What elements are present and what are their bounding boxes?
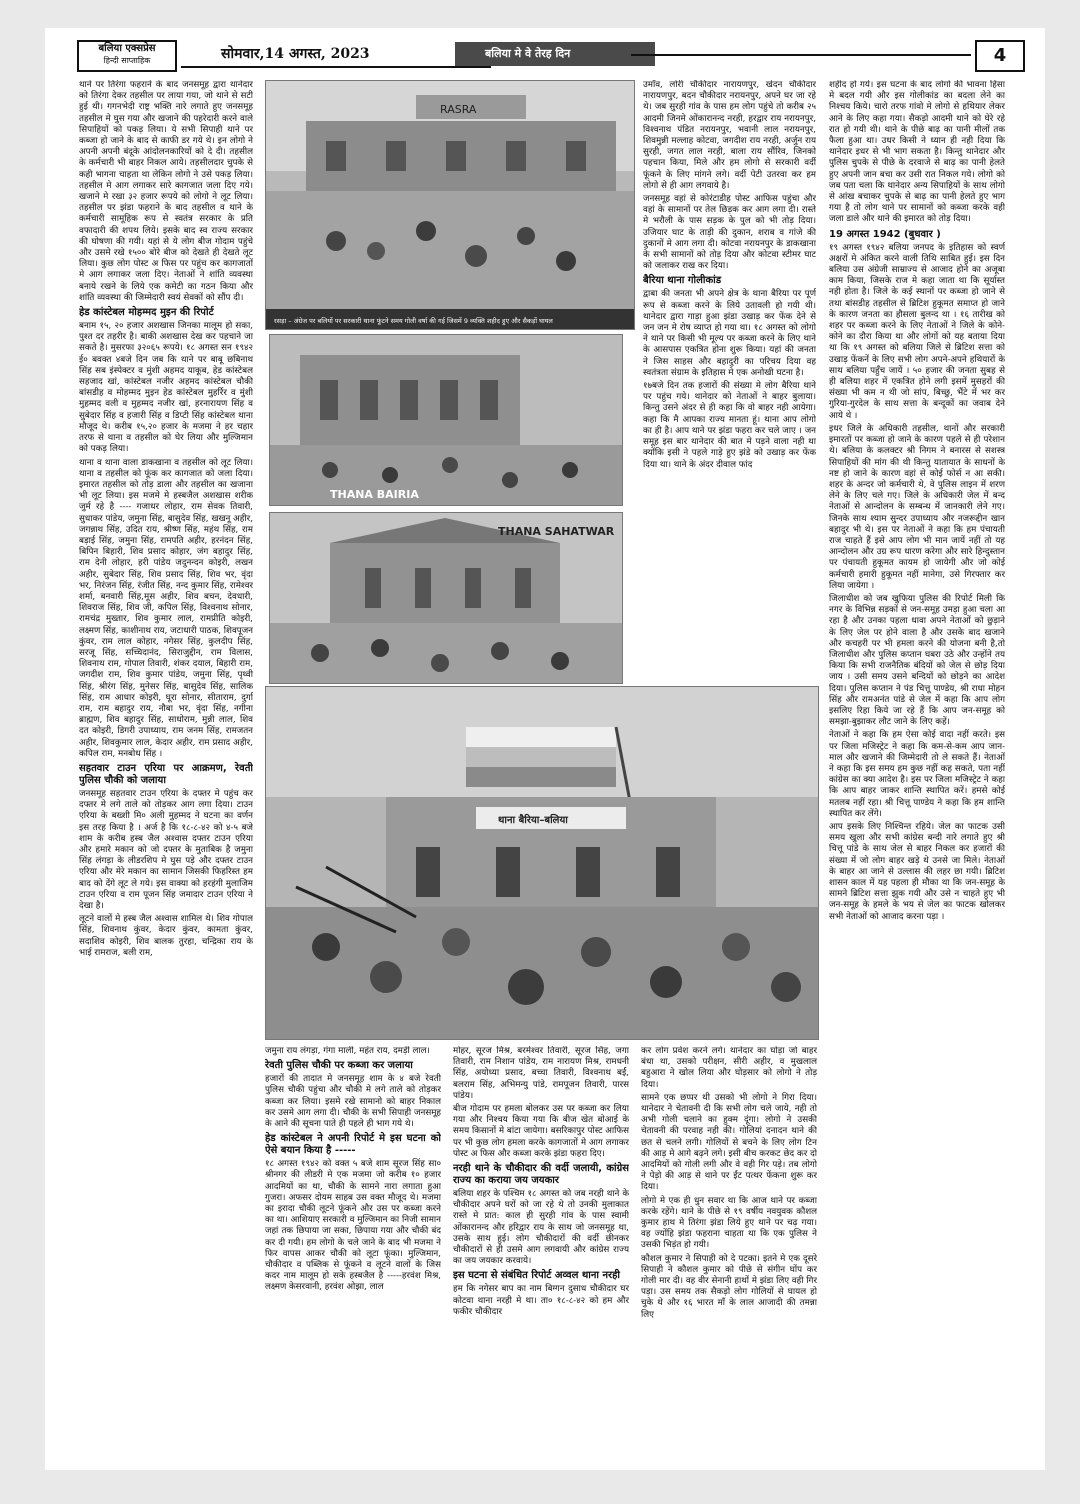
paragraph: हजारों की तादात मे जनसमूह शाम के ४ बजे रेवती पुलिस चौकी पहुंचा और चौकी मे लगे ताले को तोड़कर कब्जा कर लिया। इसमे रखे सामानो को बाहर निकाल कर उसमे आग लगा दी। चौकी के सभी सिपाही जनसमूह के आने की सूचना पाते ही पहले ही भाग गये थे। xyxy=(265,1074,441,1130)
column-1 xyxy=(79,80,253,1452)
subheading: इस घटना से संबंधित रिपोर्ट अव्वल थाना नरही xyxy=(453,1270,620,1282)
brand-tagline: हिन्दी साप्ताहिक xyxy=(103,56,151,65)
paragraph: इधर जिले के अधिकारी तहसील, थानों और सरकारी इमारतों पर कब्जा हो जाने के कारण पहले से ही परेशान थे। बलिया के कलक्टर श्री निगम ने बनारस से सशस्त्र सिपाहियों की मांग की थी किन्तु यातायात के साधनों के नष्ट हो जाने के कारण वहां से कोई फोर्स न आ सकी। शहर के अन्दर जो कर्मचारी थे, वे पुलिस लाइन में शरण लेने के लिए चले गए। जिले के अधिकारी जेल में बन्द नेताओं से आन्दोलन के सम्बन्ध में जानकारी लेने गए। जिनके साथ श्याम सुन्दर उपाध्याय और नजरूद्दीन खान बहादुर भी थे। इस पर नेताओं ने कहा कि हम पंचायती राज चाहते हैं इसे आप लोग भी मान जायें नहीं तो यह आन्दोलन और उग्र रूप धारण करेगा और सारे हिन्दुस्तान पर पंचायती हुकूमत कायम हो जायेगी और जो कोई कर्मचारी हमारी हुकूमत नहीं मानेगा, उसे गिरफ्तार कर लिया जायेगा । xyxy=(829,423,1005,591)
column-2b xyxy=(453,1046,629,1452)
photo-bairia-struggle xyxy=(265,686,819,1040)
photo-rasra xyxy=(265,80,635,330)
header-rule xyxy=(631,54,971,56)
paragraph: जनसमूह सहतवार टाउन एरिया के दफ्तर मे पहुंच कर दफ्तर मे लगे ताले को तोड़कर आग लगा दिया। टाउन एरिया के बख्शी मि० अली मुहम्मद ने घटना का वर्णन इस तरह किया है । अर्ज है कि १८-८-४२ को ४-५ बजे शाम के करीब हस्ब जैल अश्वास दफ्तर टाउन एरिया और हमारे मकान को जो दफ्तर के मुताबिक है जमुना सिंह लंगड़ा के लीडरशिप मे घुस पड़े और दफ्तर टाउन एरिया और मेरे मकान का सामान जिसकी फिहरिस्त हम बाद को देंगे लूट ले गये। इस वाक्या को हरहंगी मुलाजिम टाउन एरिया व राम पूजन सिंह जमादार टाउन एरिया ने देखा है। xyxy=(79,788,253,912)
paragraph: सामने एक छप्पर थी उसको भी लोगो ने गिरा दिया। थानेदार ने चेतावनी दी कि सभी लोग चले जाये, नही तो अभी गोली चलाने का हुक्म दूंगा। लोगो ने उसकी चेतावनी की परवाह नही की। गोलियां दनादन थाने की छत से चलने लगी। गोलियों से बचने के लिए लोग टिन की आड़ मे आगे बढ़ने लगे। इसी बीच करकट छेद कर दो आदमियों को गोली लगी और वे वही गिर पड़े। तब लोगो ने पेड़ो की आड़ से थाने पर ईंट पत्थर फेंकना शुरू कर दिया। xyxy=(641,1092,817,1193)
paragraph: उमाँव, लोरी चौकीदार नारायणपुर, खेदन चौकीदार नारायणपुर, बदन चौकीदार नरायनपुर, अपने घर जा रहे थे। जब सुरही गांव के पास हम लोग पहुंचे तो करीब २५ आदमी जिनमे ओंकारानन्द नरही, हरद्वार राय नरायनपुर, विश्वनाथ पंडित नरायनपुर, भवानी लाल नरायनपुर, शिवमुन्नी मल्लाह कोटवा, जगदीश राय नरही, अर्जुन राय सुरही, जगत लाल नरही, बाला राय सौंरिव, जिनको पहचान किया, मिले और हम लोगो से सरकारी वर्दी फूंकने के लिए मांगने लगे। वर्दी पेटी उतरवा कर हम लोगो से ही आग लगवाये है। xyxy=(643,80,816,191)
paragraph: बनाम १५, २० हजार अशखास जिनका मालूम हो सका, पुश्त दर तहरीर है। बाकी अशखास देख कर पहचाने जा सकते है। मुसरफा ३२०६५ रूपये। १८ अगस्त सन १९४२ ई० बवक्त ४बजे दिन जब कि थाने पर बाबू छबिनाथ सिंह सब इंस्पेक्टर व मुंशी अहमद याकूब, हेड कांस्टेबल सहजाद खां, कांस्टेबल नजीर अहमद कांस्टेबल चौकी बांसडीह व मोहम्मद मुइन हेड कांस्टेबल मुहर्रिर व मुंशी मुहम्मद वली व मुहम्मद नजीर खां, हरनारायण सिंह व सुबेदार सिंह व हजारी सिंह व डिप्टी सिंह कांस्टेबल थाना मौजूद थे। करीब १५,२० हजार के मजमा ने हर चहार तरफ से थाना व तहसील को घेर लिया और मुल्जिमान को पकड़ लिया। xyxy=(79,321,253,455)
paragraph: बलिया शहर के पश्चिम १८ अगस्त को जब नरही थाने के चौकीदार अपने घरों को जा रहे थे तो उनकी मुलाकात रास्ते मे प्रात: काल ही सुरही गांव के पास स्वामी ओंकारानन्द और हरिद्वार राय के साथ जो जनसमूह था, उसके साथ हुई। लोग चौकीदारों की वर्दी छीनकर चौकीदारों से ही उसमे आग लगवायी और कांग्रेस राज्य का जय जयकार करवाये। xyxy=(453,1189,629,1267)
rasra-painting xyxy=(266,81,634,329)
paragraph: कौशल कुमार ने सिपाही को दे पटका। इतने मे एक दूसरे सिपाही ने कौशल कुमार को पीछे से संगीन घोंप कर गोली मार दी। वह वीर सेनानी हाथों मे झंडा लिए वही गिर पड़ा। उस समय तक सैकड़ो लोग गोलियों से घायल हो चुके थे और १६ भारत माँ के लाल आजादी की तमन्ना लिए xyxy=(641,1253,817,1320)
bairia-label: THANA BAIRIA xyxy=(330,488,419,501)
paragraph: शहीद हो गये। इस घटना के बाद लोगो की भावना हिंसा मे बदल गयी और इस गोलीकांड का बदला लेने का निश्चय किये। चारो तरफ गांवो मे लोगो से हथियार लेकर आने के लिए कहा गया। सैकड़ो आदमी थाने को घेरे रहे रात हो गयी थी। थाने के पीछे बाढ़ का पानी मीलों तक फैला हुआ था। उधर किसी ने ध्यान ही नही दिया कि थानेदार इधर से भी भाग सकता है। किन्तु थानेदार और पुलिस चुपके से पीछे के दरवाजे से बाढ़ का पानी हेलते हुए अपनी जान बचा कर उसी रात निकल गये। लोगो को जब पता चला कि थानेदार अन्य सिपाहियों के साथ लोगो से आंख बचाकर चुपके से बाढ़ का पानी हेलते हुए भाग गया है तो लोग थाने पर सामानों को कब्जा करके वही जला डाले और थाने की इमारत को तोड़ दिया। xyxy=(829,80,1005,225)
subheading: बैरिया थाना गोलीकांड xyxy=(643,275,722,287)
subheading: रेवती पुलिस चौकी पर कब्जा कर जलाया xyxy=(265,1060,413,1072)
page-number: 4 xyxy=(975,40,1025,72)
column-3b xyxy=(641,1046,817,1452)
bairia-painting xyxy=(270,335,622,505)
sahatwar-label: THANA SAHATWAR xyxy=(498,525,615,538)
brand-name: बलिया एक्सप्रेस xyxy=(98,43,156,54)
paragraph: नेताओं ने कहा कि हम ऐसा कोई वादा नहीं करते। इस पर जिला मजिस्ट्रेट ने कहा कि कम-से-कम आप जान-माल और खजाने की जिम्मेदारी तो ले सकते हैं। नेताओं ने कहा कि इस समय हम कुछ नहीं कह सकते, पता नहीं कांग्रेस का क्या आदेश है। इस पर जिला मजिस्ट्रेट ने कहा कि आप बाहर जाकर शान्ति स्थापित करें। हमसे कोई मतलब नहीं रहा। श्री चित्तू पाण्डेय ने कहा कि हम शान्ति स्थापित कर लेंगे। xyxy=(829,730,1005,819)
column-4 xyxy=(829,80,1005,1452)
paragraph: लोगो मे एक ही धुन सवार था कि आज थाने पर कब्जा करके रहेंगे। थाने के पीछे से १९ वर्षीय नवयुवक कौशल कुमार हाथ मे तिरंगा झंडा लिये हुए थाने पर चढ़ गया। वह ज्योंहि झंडा फहराना चाहता था कि एक पुलिस ने उसकी भिड़ंत हो गयी। xyxy=(641,1195,817,1251)
paragraph: हम कि नगेसर बाप का नाम बिग्गन दुसाध चौकीदार घर कोटवा थाना नरही मे था। ता० १८-८-४२ को हम और फकीर चौकीदार xyxy=(453,1284,629,1317)
subheading: हेड कांस्टेबल मोहम्मद मुइन की रिपोर्ट xyxy=(79,307,214,319)
column-2 xyxy=(265,1046,441,1452)
subheading: हेड कांस्टेबल ने अपनी रिपोर्ट मे इस घटना को ऐसे बयान किया है ----- xyxy=(265,1133,441,1157)
newspaper-logo xyxy=(77,40,177,72)
paragraph: मोहर, सूरज मिश्र, बरमेश्वर तिवारी, सूरज सिंह, जगा तिवारी, राम निशान पांडेय, राम नारायण मिश्र, रामधनी सिंह, अयोध्या प्रसाद, बच्चा तिवारी, विश्वनाथ बर्ई, बलराम सिंह, अभिमन्यु पांडे, रामपूजन तिवारी, पारस पांडेय। xyxy=(453,1046,629,1101)
paragraph: कर लोग प्रवेश करने लगे। थानेदार का घोड़ा जो बाहर बंधा था, उसको परीक्षन, सीरी अहीर, व मुखलाल बहुआरा ने खोल लिया और घोड़सार को लोगो ने तोड़ दिया। xyxy=(641,1046,817,1090)
paragraph: जमुना राय लंगड़ा, गंगा माली, महंत राय, दमड़ी लाल। xyxy=(265,1046,430,1056)
newspaper-page xyxy=(45,28,1045,1470)
thana-sign: थाना बैरिया–बलिया xyxy=(498,815,568,826)
subheading: सहतवार टाउन एरिया पर आक्रमण, रेवती पुलिस चौकी को जलाया xyxy=(79,762,253,786)
paragraph: जनसमूह वहां से कोरंटाडीह पोस्ट आफिस पहुंचा और वहां के सामानों पर तेल छिड़क कर आग लगा दी। रास्ते मे भरौली के पास सड़क के पुल को भी तोड़ दिया। उजियार घाट के ताड़ी की दुकान, शराब व गांजे की दुकानों मे आग लगा दी। कोटवा नरायनपुर के डाकखाना के सभी सामानों को तोड़ दिया और कोटवा स्टीमर घाट को जलाकर राख कर दिया। xyxy=(643,194,816,272)
section-title: बलिया मे वे तेरह दिन xyxy=(455,42,655,66)
rasra-label: RASRA xyxy=(440,103,477,116)
paragraph: जिलाधीश को जब खुफिया पुलिस की रिपोर्ट मिली कि नगर के विभिन्न सड़कों से जन-समूह उमड़ा हुआ चला आ रहा है और उनका पहला धावा अपने नेताओं को छुड़ाने के लिए जेल पर होने वाला है और उसके बाद खजाने और कचहरी पर भी हमला करने की योजना बनी है,तो जिलाधीश और पुलिस कप्तान घबरा उठे और उन्होंने तय किया कि सभी राजनैतिक बंदियों को जेल से छोड़ दिया जाय । उसी समय उसने बन्दियों को छोड़ने का आदेश दिया। पुलिस कप्तान ने पंड चित्तू पाण्डेय, श्री राधा मोहन सिंह और रामअनंत पांडे से जेल में कहा कि आप लोग इसलिए रिहा किये जा रहे हैं कि आप जन-समूह को समझा-बुझाकर लौट जाने के लिए कहें। xyxy=(829,593,1005,728)
paragraph: १७बजे दिन तक हजारों की संख्या मे लोग बैरिया थाने पर पहुंच गये। थानेदार को नेताओं ने बाहर बुलाया। किन्तु उसने अंदर से ही कहा कि वो बाहर नही आयेगा। कहा कि मै आपका राज्य मानता हूं। थाना आप लोगो का ही है। आप थाने पर झंडा फहरा कर चले जाए । जन समूह इस बार थानेदार की बात मे पड़ने वाला नही था क्योंकि इसी ने पहले गाड़े हुए झंडे को उखाड़ कर फेंक दिया था। थाने के अंदर दीवाल फांद xyxy=(643,381,816,470)
bairia-struggle-painting xyxy=(266,687,818,1039)
column-3 xyxy=(643,80,816,682)
sahatwar-painting xyxy=(270,513,622,683)
paragraph: १८ अगस्त १९४२ को वक्त ५ बजे शाम सूरज सिंह सा० श्रीनगर की लीडरी मे एक मजमा जो करीब १० हजार आदमियों का था, चौकी के सामने नारा लगाता हुआ गुजरा। अफसर दोयम साहब उस वक्त मौजूद थे। मजमा का इरादा चौकी लूटने फूंकने और उस पर कब्जा करने का था। आशियाए सरकारी व मुल्जिमान का निजी सामान जहां तक छिपाया जा सका, छिपाया गया और चौकी बंद कर दी गयी। हम लोगो के चले जाने के बाद भी मजमा ने फिर वापस आकर चौकी को लूटा फूंका। मुल्जिमान, चौकीदार व पब्लिक से फूंकने व लूटने वालों के जिस कदर नाम मालूम हो सके हस्बजैल है -----हरवंश मिश्र, लक्ष्मण केसरवानी, हरवंश ओझा, लाल xyxy=(265,1159,441,1293)
subheading: 19 अगस्त 1942 (बुधवार ) xyxy=(829,228,941,240)
photo-thana-bairia xyxy=(269,334,623,506)
paragraph: थाना व थाना वाला डाकखाना व तहसील को लूट लिया। थाना व तहसील को फूंक कर कागजात को जला दिया। इमारत तहसील को तोड़ डाला और तहसील का खजाना भी लूट लिया। इस मजमे मे हस्बजैल अशखास शरीक जुर्म रहे है ---- गजाधर लोहार, राम सेवक तिवारी, सुधाकर पांडेय, जमुना सिंह, बासुदेव सिंह, खखनू अहीर, जगन्नाथ सिंह, उदित राय, श्रीष्ण सिंह, महंथ सिंह, राम बड़ाई सिंह, जमुना सिंह, रामपति अहीर, हरनंदन सिंह, बिपिन बिहारी, शिव प्रसाद कोहार, जंग बहादुर सिंह, राम देनी लोहार, हरी पांडेय जदुनन्दन कोइरी, लखन अहीर, सुबेदार सिंह, शिव प्रसाद सिंह, शिव भर, वृंदा भर, निरंजन सिंह, रंजीत सिंह, नन्द कुमार सिंह, रामेश्वर शर्मा, बनवारी सिंह,मूस अहीर, शिव बचन, देवधारी, शिवराज सिंह, शिव जी, कपिल सिंह, विश्वनाथ सोनार, रामचंद्र मुख्तार, शिव कुमार लाल, रामप्रीति कोइरी, लक्ष्मण सिंह, काशीनाथ राय, जटाधारी पाठक, शिवपूजन कुंवर, राम लाल कोहार, नगेसर सिंह, कुलदीप सिंह, सरजू सिंह, सच्चिदानंद, सिराजुद्दीन, राम विलास, शिवनाथ राम, गोपाल तिवारी, शंकर दयाल, बिहारी राम, जगदीश राम, शिव कुमार पांडेय, जमुना सिंह, पृथ्वी सिंह, श्रीरंग सिंह, मुनेसर सिंह, बासुदेव सिंह, सालिक सिंह, राम आधार कोइरी, घूरा सोनार, सीताराम, दुर्गा राम, राम बहादुर राय, नौबा भर, वृंदा सिंह, नगीना ब्राह्मण, शिव बहादुर सिंह, साधोराम, मुन्नी लाल, शिव दत कोइरी, डिगरी उपाध्याय, राम जनम सिंह, रामजतन अहीर, शिवकुमार लाल, केदार अहीर, राम प्रसाद अहीर, कपिल राम, मनबोध सिंह । xyxy=(79,457,253,759)
paragraph: थाने पर तिरंगा फहराने के बाद जनसमूह द्वारा थानेदार को तिरंगा देकर तहसील पर लाया गया, जो थाने से सटी हुई थी। गगनभेदी राष्ट्र भक्ति नारे लगाते हुए जनसमूह तहसील मे घुस गया और खजाने की पहरेदारी करने वाले सिपाहियों को पकड़ लिया। ये सभी सिपाही थाने पर कब्जा हो जाने के बाद से काफी डर गये थे। इन लोगो ने अपनी अपनी बंदूके आंदोलनकारियों को दे दी। तहसील के कर्मचारी भी बाहर निकल आये। तहसीलदार चुपके से कही भागना चाहता था लेकिन लोगो ने उसे पकड़ लिया। तहसील मे आग लगाकर सारे कागजात जला दिए गये। खजाने मे रखा ३२ हजार रूपये को लोगो ने लूट लिया। तहसील पर झंडा फहराने के बाद तहसील व थाने के कर्मचारी सामूहिक रूप से स्वतंत्र सरकार के प्रति वफादारी की शपथ लिये। इसके बाद स्व राज्य सरकार की घोषणा की गयी। यहां से ये लोग बीज गोदाम पहुंचे और उसमे रखे १५०० बोरे बीज को देखते ही देखते लूट लिया। कुछ लोग पोस्ट अ फिस पर पहुंच कर कागजातों मे आग लगाकर जला दिए। नेताओं ने शांति व्यवस्था बनाये रखने के लिये एक कमेटी का गठन किया और शांति व्यवस्था की जिम्मेदारी स्वयं सेवकों को सौंप दी। xyxy=(79,80,253,303)
paragraph: लूटने वालों मे हस्ब जैल अश्वास शामिल थे। शिव गोपाल सिंह, शिवनाथ कुंवर, केदार कुंवर, कामता कुंवर, सदाशिव कोइरी, शिव बालक तुरहा, चन्द्रिका राय के भाई रामराज, बली राम, xyxy=(79,914,253,958)
masthead xyxy=(77,40,1029,70)
subheading: नरही थाने के चौकीदार की वर्दी जलायी, कांग्रेस राज्य का कराया जय जयकार xyxy=(453,1163,629,1187)
paragraph: द्वाबा की जनता भी अपने क्षेत्र के थाना बैरिया पर पूर्ण रूप से कब्जा करने के लिये उतावली हो गयी थी। थानेदार द्वारा गाड़ा हुआ झंडा उखाड़ कर फेंक देने से जन जन मे रोष व्याप्त हो गया था। १८ अगस्त को लोगो ने थाने पर किसी भी मूल्य पर कब्जा करने के लिए थाने के आसपास एकत्रित होना शुरू किया। यहां की जनता ने जिस साहस और बहादुरी का परिचय दिया वह स्वतंत्रता संग्राम के इतिहास मे एक अनोखी घटना है। xyxy=(643,289,816,378)
paragraph: आप इसके लिए निश्चिन्त रहिये। जेल का फाटक उसी समय खुला और सभी कांग्रेस बन्दी नारे लगाते हुए श्री चित्तू पांडे के साथ जेल से बाहर निकल कर हजारों की संख्या में जो लोग बाहर खड़े थे उनसे जा मिले। नेताओं के बाहर आ जाने से उल्लास की लहर छा गयी। ब्रिटिश शासन काल में यह पहला ही मौका था कि जन-समूह के सामने ब्रिटिश सत्ता झुक गयी और उसे न चाहते हुए भी जन-समूह के हमले के भय से जेल का फाटक खोलकर सभी नेताओं को आजाद करना पड़ा । xyxy=(829,822,1005,922)
paragraph: १९ अगस्त १९४२ बलिया जनपद के इतिहास को स्वर्ण अक्षरों मे अंकित करने वाली तिथि साबित हुई। इस दिन बलिया उस अंग्रेजी साम्राज्य से आजाद होने का अजूबा काम किया, जिसके राज मे कहा जाता था कि सूर्यास्त नही होता है। जिले के कई स्थानों पर कब्जा हो जाने से तथा बांसडीह तहसील से ब्रिटिश हुकूमत समाप्त हो जाने के कारण जनता का हौसला बुलन्द था । १६ तारीख को शहर पर कब्जा करने के लिए नेताओं ने जिले के कोने-कोने का दौरा किया था और लोगों को यह बताया दिया था कि १९ अगस्त को बलिया जिले से ब्रिटिश सत्ता को उखाड़ फेंकनें के लिए सभी लोग अपने-अपने हथियारों के साथ बलिया पहुँच जायें । ५० हजार की जनता सुबह से ही बलिया शहर में एकत्रित होने लगी इसमें मुसहरों की संख्या भी कम न थी जो सांप, बिच्छु, भैंटे में भर कर गुरिया-गुरदेल के साथ सत्ता के बन्दूकों का जवाब देने आये थे । xyxy=(829,242,1005,421)
photo-thana-sahatwar xyxy=(269,512,623,684)
issue-date: सोमवार,14 अगस्त, 2023 xyxy=(181,42,491,68)
rasra-caption: रसड़ा – अंग्रेज पर बलियों पर सरकारी थाना फूंटने समय गोली वर्षा की गई जिसमें 9 व्यक्ति शहीद हुए और सैकड़ों घायल xyxy=(274,317,553,325)
paragraph: बीज गोदाम पर हमला बोलकर उस पर कब्जा कर लिया गया और निश्चय किया गया कि बीज खेत बोआई के समय किसानों मे बांटा जायेगा। बसरिकापुर पोस्ट आफिस पर भी कुछ लोग हमला करके कागजातों मे आग लगाकर पोस्ट अ फिस और कब्जा करके झंडा फहरा दिए। xyxy=(453,1104,629,1159)
